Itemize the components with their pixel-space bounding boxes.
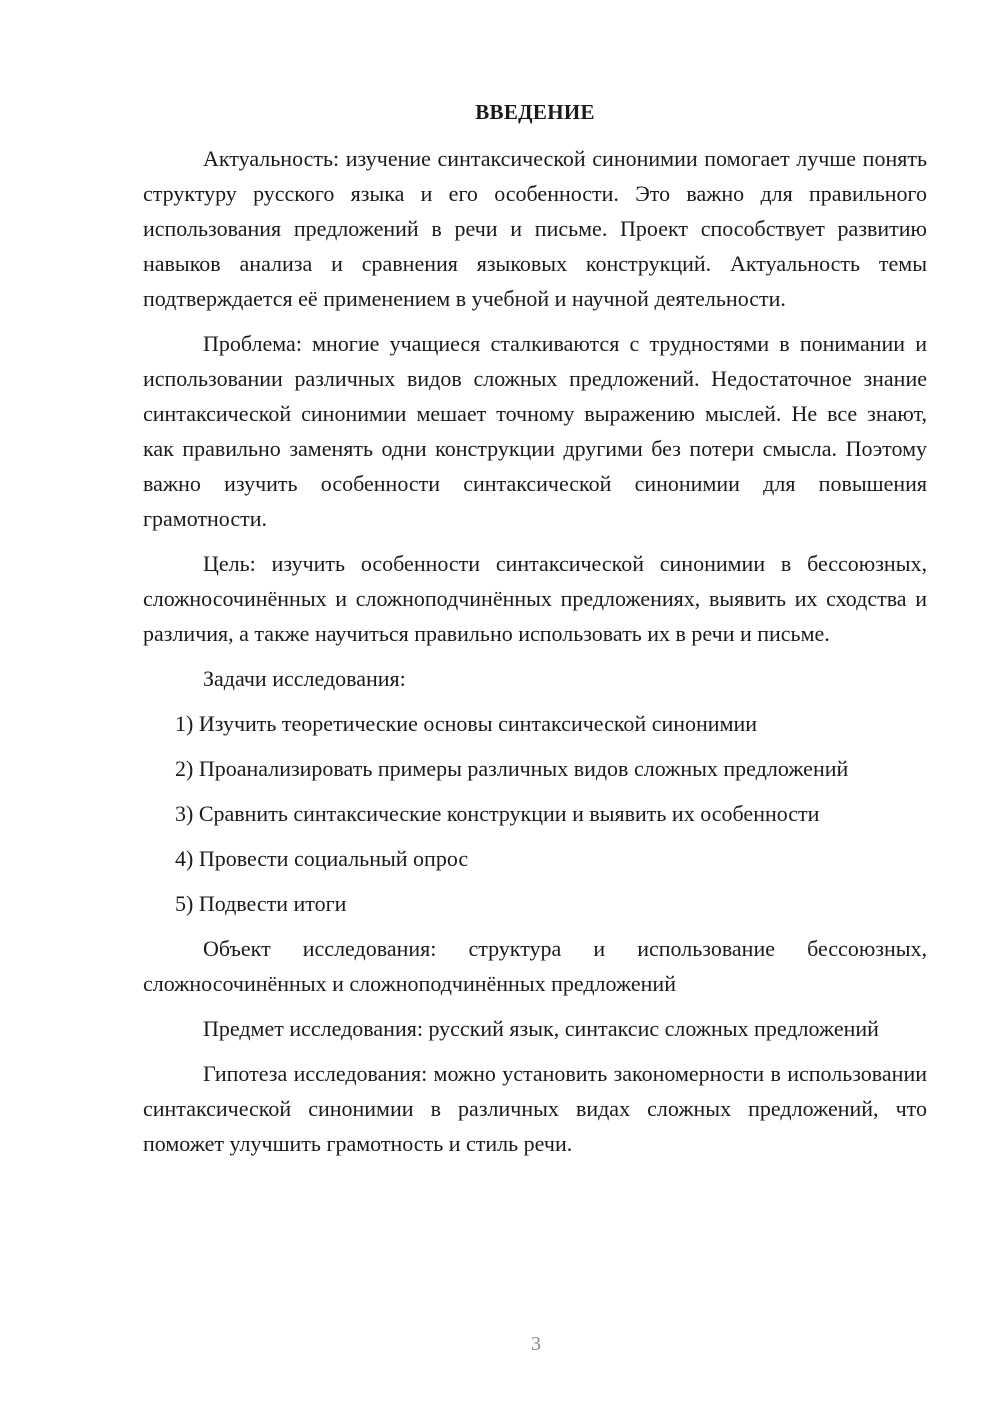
document-title: ВВЕДЕНИЕ xyxy=(475,100,595,124)
subject-paragraph: Предмет исследования: русский язык, синтаксис сложных предложений xyxy=(203,1016,879,1041)
task-item-1: 1) Изучить теоретические основы синтаксической синонимии xyxy=(175,711,758,736)
task-item-4: 4) Провести социальный опрос xyxy=(175,846,469,871)
object-paragraph: Объект исследования: структура и использование бессоюзных, сложносочинённых и сложноподчинённых предложений xyxy=(143,936,927,996)
task-item-5: 5) Подвести итоги xyxy=(175,891,347,916)
tasks-heading: Задачи исследования: xyxy=(203,666,406,691)
goal-paragraph: Цель: изучить особенности синтаксической синонимии в бессоюзных, сложносочинённых и сложноподчинённых предложениях, выявить их сходства и различия, а также научиться правильно использовать их в речи и письме. xyxy=(143,551,927,646)
task-item-2: 2) Проанализировать примеры различных видов сложных предложений xyxy=(175,756,849,781)
problem-paragraph: Проблема: многие учащиеся сталкиваются с трудностями в понимании и использовании различных видов сложных предложений. Недостаточное знание синтаксической синонимии мешает точному выражению мыслей. Не все знают, как правильно заменять одни конструкции другими без потери смысла. Поэтому важно изучить особенности синтаксической синонимии для повышения грамотности. xyxy=(143,331,927,531)
relevance-paragraph: Актуальность: изучение синтаксической синонимии помогает лучше понять структуру русского языка и его особенности. Это важно для правильного использования предложений в речи и письме. Проект способствует развитию навыков анализа и сравнения языковых конструкций. Актуальность темы подтверждается её применением в учебной и научной деятельности. xyxy=(143,146,927,311)
page-number: 3 xyxy=(531,1333,541,1355)
hypothesis-paragraph: Гипотеза исследования: можно установить закономерности в использовании синтаксической синонимии в различных видах сложных предложений, что поможет улучшить грамотность и стиль речи. xyxy=(143,1061,927,1156)
document-page xyxy=(143,95,927,1171)
task-item-3: 3) Сравнить синтаксические конструкции и выявить их особенности xyxy=(175,801,820,826)
